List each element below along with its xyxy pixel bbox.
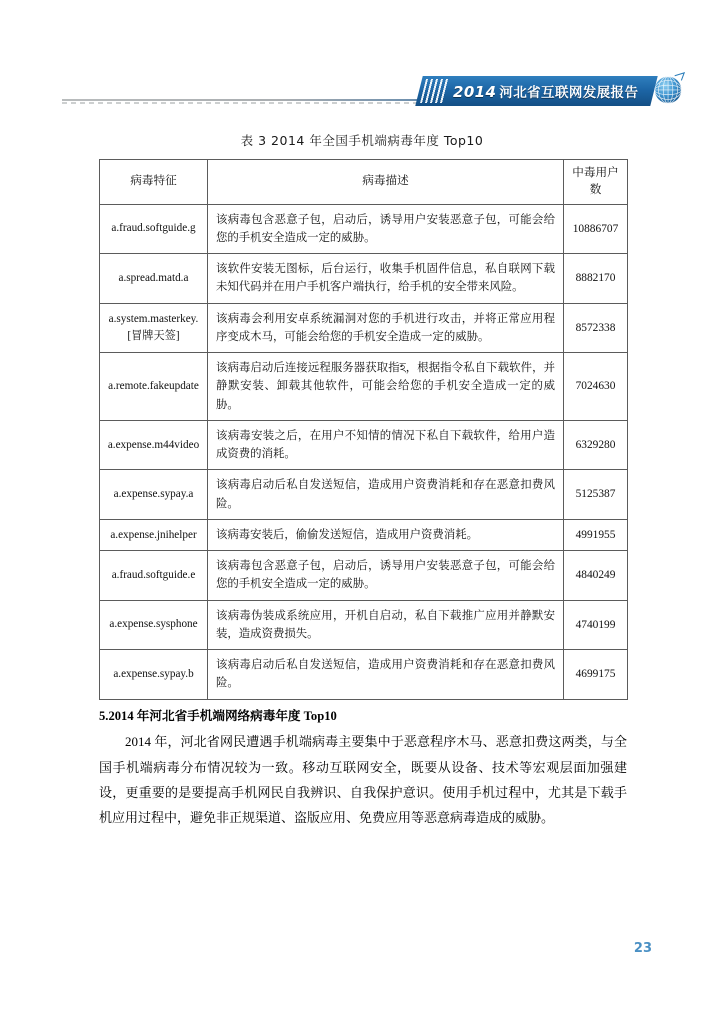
- header-rule: [62, 99, 462, 101]
- cell-virus-feature: a.spread.matd.a: [100, 254, 208, 304]
- section-heading: 5.2014 年河北省手机端网络病毒年度 Top10: [99, 709, 337, 723]
- cell-infected-user-count: 4840249: [564, 551, 628, 601]
- header-banner-year: 2014: [452, 83, 496, 101]
- section-block: [99, 706, 627, 831]
- table-caption: 表 3 2014 年全国手机端病毒年度 Top10: [240, 133, 484, 148]
- cell-infected-user-count: 7024630: [564, 353, 628, 421]
- column-header-count: 中毒用户数: [564, 160, 628, 205]
- cell-infected-user-count: 4740199: [564, 600, 628, 650]
- cell-infected-user-count: 4699175: [564, 650, 628, 700]
- cell-virus-description: 该病毒安装后，偷偷发送短信，造成用户资费消耗。: [208, 519, 564, 550]
- header-banner-title: 河北省互联网发展报告: [499, 85, 638, 101]
- cell-virus-feature: a.expense.sysphone: [100, 600, 208, 650]
- table-row: [100, 254, 628, 304]
- cell-infected-user-count: 6329280: [564, 420, 628, 470]
- virus-top10-table: [99, 159, 628, 700]
- header-rule-dotted: [62, 102, 460, 104]
- column-header-feature: 病毒特征: [100, 160, 208, 205]
- cell-infected-user-count: 5125387: [564, 470, 628, 520]
- table-body: [100, 204, 628, 699]
- table-row: [100, 204, 628, 254]
- cell-virus-feature: a.remote.fakeupdate: [100, 353, 208, 421]
- cell-virus-feature: a.expense.sypay.a: [100, 470, 208, 520]
- cell-virus-feature: a.expense.m44video: [100, 420, 208, 470]
- column-header-description: 病毒描述: [208, 160, 564, 205]
- table-header-row: [100, 160, 628, 205]
- page-header: [0, 70, 724, 122]
- header-banner-plate: [415, 76, 658, 106]
- cell-virus-description: 该病毒会利用安卓系统漏洞对您的手机进行攻击，并将正常应用程序变成木马，可能会给您的手机安全造成一定的威胁。: [208, 303, 564, 353]
- cell-virus-description: 该软件安装无图标，后台运行，收集手机固件信息，私自联网下载未知代码并在用户手机客户端执行，给手机的安全带来风险。: [208, 254, 564, 304]
- cell-virus-feature: a.fraud.softguide.e: [100, 551, 208, 601]
- page-number: 23: [633, 941, 652, 956]
- cell-virus-description: 该病毒包含恶意子包，启动后，诱导用户安装恶意子包，可能会给您的手机安全造成一定的威胁。: [208, 204, 564, 254]
- header-banner-text: [453, 81, 638, 101]
- table-row: [100, 650, 628, 700]
- header-banner: [419, 74, 654, 108]
- table-row: [100, 420, 628, 470]
- table-row: [100, 600, 628, 650]
- globe-icon: [650, 70, 688, 108]
- section-paragraph: 2014 年，河北省网民遭遇手机端病毒主要集中于恶意程序木马、恶意扣费这两类，与全国手机端病毒分布情况较为一致。移动互联网安全，既要从设备、技术等宏观层面加强建设，更重要的是要提高手机网民自我辨识、自我保护意识。使用手机过程中，尤其是下载手机应用过程中，避免非正规渠道、盗版应用、免费应用等恶意病毒造成的威胁。: [99, 734, 627, 826]
- cell-infected-user-count: 8882170: [564, 254, 628, 304]
- cell-infected-user-count: 10886707: [564, 204, 628, 254]
- cell-virus-description: 该病毒启动后私自发送短信，造成用户资费消耗和存在恶意扣费风险。: [208, 650, 564, 700]
- cell-infected-user-count: 8572338: [564, 303, 628, 353]
- table-row: [100, 303, 628, 353]
- cell-virus-feature: a.expense.jnihelper: [100, 519, 208, 550]
- cell-virus-description: 该病毒启动后私自发送短信，造成用户资费消耗和存在恶意扣费风险。: [208, 470, 564, 520]
- table-row: [100, 519, 628, 550]
- cell-virus-description: 该病毒包含恶意子包，启动后，诱导用户安装恶意子包，可能会给您的手机安全造成一定的威胁。: [208, 551, 564, 601]
- cell-infected-user-count: 4991955: [564, 519, 628, 550]
- cell-virus-description: 该病毒启动后连接远程服务器获取指হ，根据指令私自下载软件，并静默安装、卸载其他软件，可能会给您的手机安全造成一定的威胁。: [208, 353, 564, 421]
- cell-virus-feature: a.expense.sypay.b: [100, 650, 208, 700]
- cell-virus-description: 该病毒安装之后，在用户不知情的情况下私自下载软件，给用户造成资费的消耗。: [208, 420, 564, 470]
- cell-virus-feature: a.fraud.softguide.g: [100, 204, 208, 254]
- table-row: [100, 470, 628, 520]
- cell-virus-description: 该病毒伪装成系统应用，开机自启动，私自下载推广应用并静默安装，造成资费损失。: [208, 600, 564, 650]
- cell-virus-feature: a.system.masterkey.[冒牌天签]: [100, 303, 208, 353]
- table-row: [100, 353, 628, 421]
- table-row: [100, 551, 628, 601]
